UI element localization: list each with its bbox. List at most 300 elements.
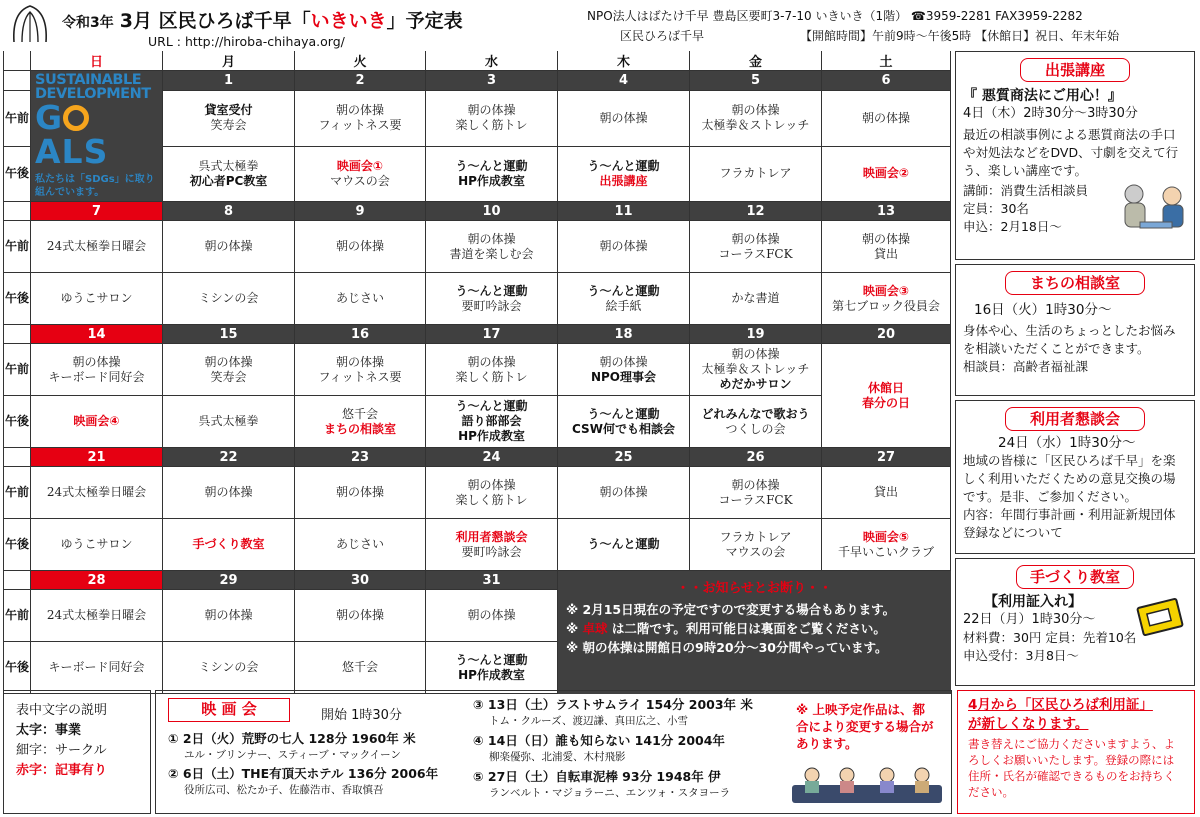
event-label: 太極拳＆ストレッチ (701, 118, 810, 133)
event-cell[interactable] (295, 519, 426, 571)
event-label: 朝の体操 (204, 485, 253, 499)
event-cell[interactable] (690, 344, 822, 396)
event-label: 朝の体操 (335, 103, 384, 118)
event-label: HP作成教室 (458, 667, 525, 682)
date-row-spacer (4, 571, 31, 590)
sdgs-goals-g: G (35, 98, 64, 137)
date-row (4, 51, 951, 71)
movie-1-cast: ユル・ブリンナー、スティーブ・マックイーン (184, 749, 401, 761)
event-label: 貸出 (873, 246, 898, 261)
date-cell: 24 (426, 448, 558, 467)
event-cell[interactable] (822, 146, 951, 201)
outreach-subtitle: 『 悪質商法にご用心！』 (963, 88, 1122, 104)
event-label: 朝の体操 (861, 231, 910, 246)
event-cell[interactable] (822, 519, 951, 571)
date-cell: 9 (295, 202, 426, 221)
outreach-apply: 申込：2月18日～ (963, 219, 1062, 234)
event-label: かな書道 (731, 291, 780, 305)
event-cell[interactable] (558, 273, 690, 325)
date-cell: 23 (295, 448, 426, 467)
event-label: う～んと運動 (455, 158, 528, 173)
legend-bold: 太字：事業 (16, 723, 82, 738)
event-cell[interactable] (163, 273, 295, 325)
event-cell[interactable] (31, 642, 163, 694)
date-cell: 7 (31, 202, 163, 221)
event-label: フラカトレア (719, 166, 792, 181)
date-cell: 5 (690, 71, 822, 91)
event-cell[interactable] (426, 344, 558, 396)
date-cell: 28 (31, 571, 163, 590)
event-label: ゆうこサロン (60, 537, 133, 551)
date-row-spacer (4, 325, 31, 344)
event-label: NPO理事会 (590, 369, 657, 384)
event-cell[interactable] (822, 344, 951, 448)
weekday-header: 土 (822, 51, 951, 71)
event-label: CSW何でも相談会 (572, 421, 675, 436)
event-cell[interactable] (295, 221, 426, 273)
notice-line-2 (566, 619, 943, 638)
date-cell: 31 (426, 571, 558, 590)
hiroba-logo (8, 2, 52, 46)
event-label: 楽しく筋トレ (455, 369, 528, 384)
event-label: まちの相談室 (323, 421, 396, 436)
event-label: 第七ブロック役員会 (832, 298, 940, 313)
event-label: 朝の体操 (599, 354, 648, 369)
date-cell: 27 (822, 448, 951, 467)
weekday-header: 金 (690, 51, 822, 71)
date-cell: 21 (31, 448, 163, 467)
weekday-header: 火 (295, 51, 426, 71)
movie-start-time: 開始 1時30分 (321, 708, 402, 723)
event-label: コーラスFCK (718, 492, 793, 507)
event-label: フィットネス要 (318, 118, 402, 133)
event-label: 朝の体操 (467, 608, 516, 622)
event-label: HP作成教室 (458, 429, 525, 443)
event-label: 楽しく筋トレ (455, 118, 528, 133)
event-cell[interactable] (31, 221, 163, 273)
movie-5-cast: ランベルト・マジョラーニ、エンツォ・スタヨーラ (489, 787, 731, 799)
event-cell[interactable] (163, 590, 295, 642)
event-label: ミシンの会 (198, 291, 259, 305)
event-row-pm (4, 396, 951, 448)
consult-panel (955, 264, 1195, 396)
date-row (4, 202, 951, 221)
event-label: 楽しく筋トレ (455, 492, 528, 507)
sdgs-wheel-icon (63, 105, 89, 131)
movie-col-left (168, 729, 438, 797)
event-label: あじさい (335, 291, 384, 305)
event-cell[interactable] (295, 642, 426, 694)
legend-title: 表中文字の説明 (16, 703, 108, 718)
meeting-title: 利用者懇談会 (1005, 407, 1145, 431)
outreach-lecturer: 講師：消費生活相談員 (963, 183, 1089, 198)
consult-staff: 相談員：高齢者福祉課 (963, 359, 1089, 374)
weekday-header: 日 (31, 51, 163, 71)
legend-thin: 細字：サークル (16, 743, 107, 758)
event-cell[interactable] (31, 344, 163, 396)
pm-label: 午後 (4, 642, 31, 694)
date-row (4, 571, 951, 590)
event-label: マウスの会 (330, 173, 390, 188)
date-cell: 10 (426, 202, 558, 221)
am-label: 午前 (4, 467, 31, 519)
event-label: 要町吟詠会 (461, 298, 522, 313)
event-cell[interactable] (822, 221, 951, 273)
event-label: 貸室受付 (204, 103, 253, 118)
date-cell: 29 (163, 571, 295, 590)
opening-hours: 【開館時間】午前9時～午後5時 【休館日】祝日、年末年始 (800, 29, 1120, 43)
date-cell: 20 (822, 325, 951, 344)
event-cell[interactable] (690, 519, 822, 571)
outreach-capacity: 定員：30名 (963, 201, 1029, 216)
craft-apply: 申込受付：3月8日～ (963, 648, 1079, 663)
event-cell[interactable] (690, 396, 822, 448)
event-cell[interactable] (558, 344, 690, 396)
event-label: 映画会④ (73, 414, 120, 428)
event-row-pm (4, 519, 951, 571)
legend-box (3, 690, 151, 814)
craft-panel (955, 558, 1195, 686)
event-label: 貸出 (873, 485, 898, 499)
legend-red: 赤字：記事有り (16, 763, 108, 778)
event-label: どれみんなで歌おう (701, 406, 810, 421)
meeting-panel (955, 400, 1195, 554)
page-title (62, 6, 463, 33)
event-cell[interactable] (31, 519, 163, 571)
date-cell: 2 (295, 71, 426, 91)
movie-col-right (473, 695, 753, 800)
date-cell: 17 (426, 325, 558, 344)
movie-5: ⑤ 27日（土）自転車泥棒 93分 1948年 伊 (473, 769, 721, 784)
event-label: う～んと運動 (587, 283, 660, 298)
event-cell[interactable] (295, 467, 426, 519)
event-cell[interactable] (163, 221, 295, 273)
counseling-illustration (1116, 180, 1190, 242)
event-cell[interactable] (426, 273, 558, 325)
event-label: う～んと運動 (455, 283, 528, 298)
weekday-header: 月 (163, 51, 295, 71)
sdgs-logo-cell (31, 71, 163, 202)
event-label: 24式太極拳日曜会 (46, 239, 147, 253)
consult-title: まちの相談室 (1005, 271, 1145, 295)
movie-2-cast: 役所広司、松たか子、佐藤浩市、香取慎吾 (184, 784, 384, 796)
event-label: 千早いこいクラブ (837, 544, 934, 559)
event-cell[interactable] (558, 467, 690, 519)
event-cell[interactable] (426, 467, 558, 519)
pm-label: 午後 (4, 273, 31, 325)
event-label: 朝の体操 (467, 103, 516, 118)
date-cell: 16 (295, 325, 426, 344)
consult-time: 16日（火）1時30分～ (974, 302, 1112, 318)
event-label: 悠千会 (341, 406, 378, 421)
event-cell[interactable] (690, 221, 822, 273)
event-label: コーラスFCK (718, 246, 793, 261)
event-label: つくしの会 (725, 421, 786, 436)
event-label: う～んと運動 (587, 158, 660, 173)
weekday-header: 水 (426, 51, 558, 71)
event-cell[interactable] (558, 519, 690, 571)
sdgs-line2: DEVELOPMENT (35, 86, 151, 102)
org-name: 区民ひろば千早 (620, 29, 705, 43)
notice-box (558, 571, 951, 694)
outreach-title: 出張講座 (1020, 58, 1130, 82)
card-holder-icon (1136, 597, 1188, 639)
event-label: 映画会⑤ (862, 529, 910, 544)
new-card-body: 書き替えにご協力くださいますよう、よろしくお願いいたします。登録の際には住所・氏名が確認できるものをお持ちください。 (968, 737, 1175, 799)
date-cell: 1 (163, 71, 295, 91)
date-cell: 22 (163, 448, 295, 467)
event-cell[interactable] (163, 519, 295, 571)
event-label: 笑寿会 (210, 118, 247, 133)
event-label: 映画会① (336, 158, 384, 173)
event-label: う～んと運動 (587, 406, 660, 421)
event-label: 太極拳＆ストレッチ (701, 362, 810, 376)
movie-section (155, 690, 952, 814)
event-cell[interactable] (295, 396, 426, 448)
event-cell[interactable] (690, 273, 822, 325)
date-cell: 3 (426, 71, 558, 91)
event-label: 朝の体操 (335, 608, 384, 622)
date-row-spacer (4, 71, 31, 91)
craft-title: 手づくり教室 (1016, 565, 1134, 589)
event-label: あじさい (335, 537, 384, 551)
event-label: キーボード同好会 (48, 369, 145, 384)
audience-illustration (792, 765, 942, 803)
event-row-pm (4, 273, 951, 325)
event-label: 朝の体操 (467, 231, 516, 246)
movie-title: 映 画 会 (168, 698, 290, 722)
event-cell[interactable] (426, 146, 558, 201)
event-label: 初心者PC教室 (189, 173, 268, 188)
am-label: 午前 (4, 221, 31, 273)
event-cell[interactable] (558, 396, 690, 448)
title-ikiiki: いきいき (310, 10, 387, 32)
sdgs-line1: SUSTAINABLE (35, 72, 142, 88)
event-cell[interactable] (426, 396, 558, 448)
event-label: 春分の日 (861, 395, 910, 410)
corner-cell (4, 51, 31, 71)
event-label: 朝の体操 (335, 239, 384, 253)
event-label: 手づくり教室 (192, 537, 265, 551)
event-label: 悠千会 (341, 660, 378, 674)
am-label: 午前 (4, 91, 31, 146)
event-label: 休館日 (867, 380, 904, 395)
date-cell: 12 (690, 202, 822, 221)
date-cell: 14 (31, 325, 163, 344)
event-label: 呉式太極拳 (198, 414, 259, 428)
date-cell: 11 (558, 202, 690, 221)
movie-change-note: ※ 上映予定作品は、都合により変更する場合があります。 (796, 702, 934, 751)
event-label: 絵手紙 (605, 298, 642, 313)
event-cell[interactable] (163, 91, 295, 146)
event-cell[interactable] (295, 146, 426, 201)
event-label: めだかサロン (719, 377, 792, 391)
am-label: 午前 (4, 344, 31, 396)
movie-4-cast: 柳楽優弥、北浦愛、木村飛影 (489, 751, 626, 763)
date-cell: 25 (558, 448, 690, 467)
craft-time: 22日（月）1時30分～ (963, 612, 1096, 627)
new-card-title-2: が新しくなります。 (968, 716, 1089, 732)
event-label: ゆうこサロン (60, 291, 133, 305)
pm-label: 午後 (4, 146, 31, 201)
event-label: 利用者懇談会 (455, 529, 528, 544)
event-cell[interactable] (31, 467, 163, 519)
craft-item: 【利用証入れ】 (984, 594, 1082, 610)
event-label: HP作成教室 (458, 173, 525, 188)
sdgs-note: 私たちは「SDGs」に取り組んでいます。 (35, 174, 155, 198)
event-cell[interactable] (822, 467, 951, 519)
event-cell[interactable] (426, 91, 558, 146)
event-label: 朝の体操 (599, 239, 648, 253)
event-cell[interactable] (690, 467, 822, 519)
event-label: 出張講座 (599, 173, 648, 188)
event-cell[interactable] (426, 642, 558, 694)
event-label: 朝の体操 (599, 485, 648, 499)
date-row (4, 325, 951, 344)
sdgs-goals (35, 98, 158, 171)
date-cell: 13 (822, 202, 951, 221)
event-label: 朝の体操 (204, 239, 253, 253)
date-row-spacer (4, 202, 31, 221)
event-label: 映画会② (862, 166, 910, 181)
sdgs-goals-als: ALS (35, 132, 109, 171)
event-cell[interactable] (295, 344, 426, 396)
movie-1: ① 2日（火）荒野の七人 128分 1960年 米 (168, 731, 416, 746)
movie-3: ③ 13日（土）ラストサムライ 154分 2003年 米 (473, 697, 753, 712)
notice-tabletennis-text: は二階です。利用可能日は裏面をご覧ください。 (607, 621, 886, 636)
event-cell[interactable] (426, 221, 558, 273)
am-label: 午前 (4, 590, 31, 642)
event-label: う～んと運動 (455, 399, 528, 413)
event-cell[interactable] (31, 590, 163, 642)
event-label: 朝の体操 (731, 347, 780, 361)
notice-line-1: ※ 2月15日現在の予定ですので変更する場合もあります。 (566, 602, 896, 617)
notice-line-3: ※ 朝の体操は開館日の9時20分～30分間やっています。 (566, 640, 888, 655)
new-card-title-1: 4月から「区民ひろば利用証」 (968, 697, 1153, 713)
title-part: 」予定表 (386, 10, 463, 32)
outreach-panel (955, 51, 1195, 260)
event-cell[interactable] (295, 273, 426, 325)
event-cell[interactable] (822, 273, 951, 325)
calendar-table (3, 51, 951, 694)
event-label: 朝の体操 (731, 231, 780, 246)
event-row-am (4, 221, 951, 273)
new-card-notice (957, 690, 1195, 814)
date-cell: 8 (163, 202, 295, 221)
event-label: 語り部部会 (461, 414, 522, 428)
date-row (4, 448, 951, 467)
event-row-am (4, 344, 951, 396)
site-url[interactable]: URL : http://hiroba-chihaya.org/ (148, 34, 345, 49)
event-label: 笑寿会 (210, 369, 247, 384)
event-label: ミシンの会 (198, 660, 259, 674)
meeting-desc: 地域の皆様に「区民ひろば千早」を楽しく利用いただくための意見交換の場です。是非、ご参加ください。 (963, 453, 1176, 504)
notice-title: ・・お知らせとお断り・・ (676, 581, 833, 596)
event-cell[interactable] (822, 91, 951, 146)
event-label: う～んと運動 (455, 652, 528, 667)
event-cell[interactable] (690, 146, 822, 201)
event-label: フィットネス要 (318, 369, 402, 384)
date-cell: 4 (558, 71, 690, 91)
notice-tabletennis: 卓球 (582, 621, 608, 636)
event-label: う～んと運動 (587, 537, 660, 551)
event-label: 朝の体操 (204, 354, 253, 369)
event-cell[interactable] (31, 396, 163, 448)
meeting-time: 24日（水）1時30分～ (998, 435, 1136, 451)
event-label: 朝の体操 (731, 477, 780, 492)
outreach-desc: 最近の相談事例による悪質商法の手口や対処法などをDVD、寸劇を交えて行う、楽しい講座です。 (963, 127, 1179, 178)
date-row-spacer (4, 448, 31, 467)
outreach-time: 4日（木）2時30分～3時30分 (963, 106, 1138, 121)
event-row-am (4, 467, 951, 519)
event-cell[interactable] (690, 91, 822, 146)
event-cell[interactable] (163, 642, 295, 694)
event-cell[interactable] (558, 91, 690, 146)
event-label: 要町吟詠会 (461, 544, 522, 559)
event-cell[interactable] (426, 590, 558, 642)
pm-label: 午後 (4, 396, 31, 448)
event-cell[interactable] (163, 467, 295, 519)
event-label: 呉式太極拳 (198, 158, 259, 173)
event-label: 書道を楽しむ会 (449, 246, 534, 261)
pm-label: 午後 (4, 519, 31, 571)
era-label: 令和3年 (62, 15, 114, 31)
event-label: 24式太極拳日曜会 (46, 485, 147, 499)
date-row (4, 71, 951, 91)
event-label: 朝の体操 (335, 354, 384, 369)
meeting-content: 内容：年間行事計画・利用証新規団体登録などについて (963, 507, 1176, 540)
event-cell[interactable] (295, 91, 426, 146)
date-cell: 6 (822, 71, 951, 91)
event-cell[interactable] (295, 590, 426, 642)
date-cell: 18 (558, 325, 690, 344)
event-label: 朝の体操 (731, 103, 780, 118)
event-label: キーボード同好会 (48, 660, 145, 674)
date-cell: 30 (295, 571, 426, 590)
notice-mark: ※ (566, 621, 583, 636)
event-label: 映画会③ (862, 283, 910, 298)
craft-fee: 材料費：30円 定員：先着10名 (963, 630, 1137, 645)
consult-desc: 身体や心、生活のちょっとしたお悩みを相談いただくことができます。 (963, 323, 1176, 356)
event-label: 朝の体操 (204, 608, 253, 622)
event-label: 朝の体操 (861, 110, 910, 125)
event-cell[interactable] (163, 344, 295, 396)
event-cell[interactable] (163, 396, 295, 448)
org-info: NPO法人はばたけ千早 豊島区要町3-7-10 いきいき（1階） ☎3959-2281 FAX3959-2282 (587, 9, 1083, 23)
movie-2: ② 6日（土）THE有頂天ホテル 136分 2006年 (168, 766, 439, 781)
event-label: 朝の体操 (72, 354, 121, 369)
event-cell[interactable] (558, 221, 690, 273)
event-label: フラカトレア (719, 529, 792, 544)
event-label: マウスの会 (725, 544, 786, 559)
event-label: 朝の体操 (467, 477, 516, 492)
weekday-header: 木 (558, 51, 690, 71)
event-label: 24式太極拳日曜会 (46, 608, 147, 622)
event-cell[interactable] (426, 519, 558, 571)
title-part: 3月 区民ひろば千早「 (119, 10, 311, 32)
date-cell: 19 (690, 325, 822, 344)
event-cell[interactable] (558, 146, 690, 201)
event-label: 朝の体操 (335, 485, 384, 499)
event-cell[interactable] (163, 146, 295, 201)
event-label: 朝の体操 (599, 110, 648, 125)
movie-3-cast: トム・クルーズ、渡辺謙、真田広之、小雪 (489, 715, 688, 727)
movie-4: ④ 14日（日）誰も知らない 141分 2004年 (473, 733, 725, 748)
date-cell: 15 (163, 325, 295, 344)
date-cell: 26 (690, 448, 822, 467)
event-label: 朝の体操 (467, 354, 516, 369)
event-cell[interactable] (31, 273, 163, 325)
